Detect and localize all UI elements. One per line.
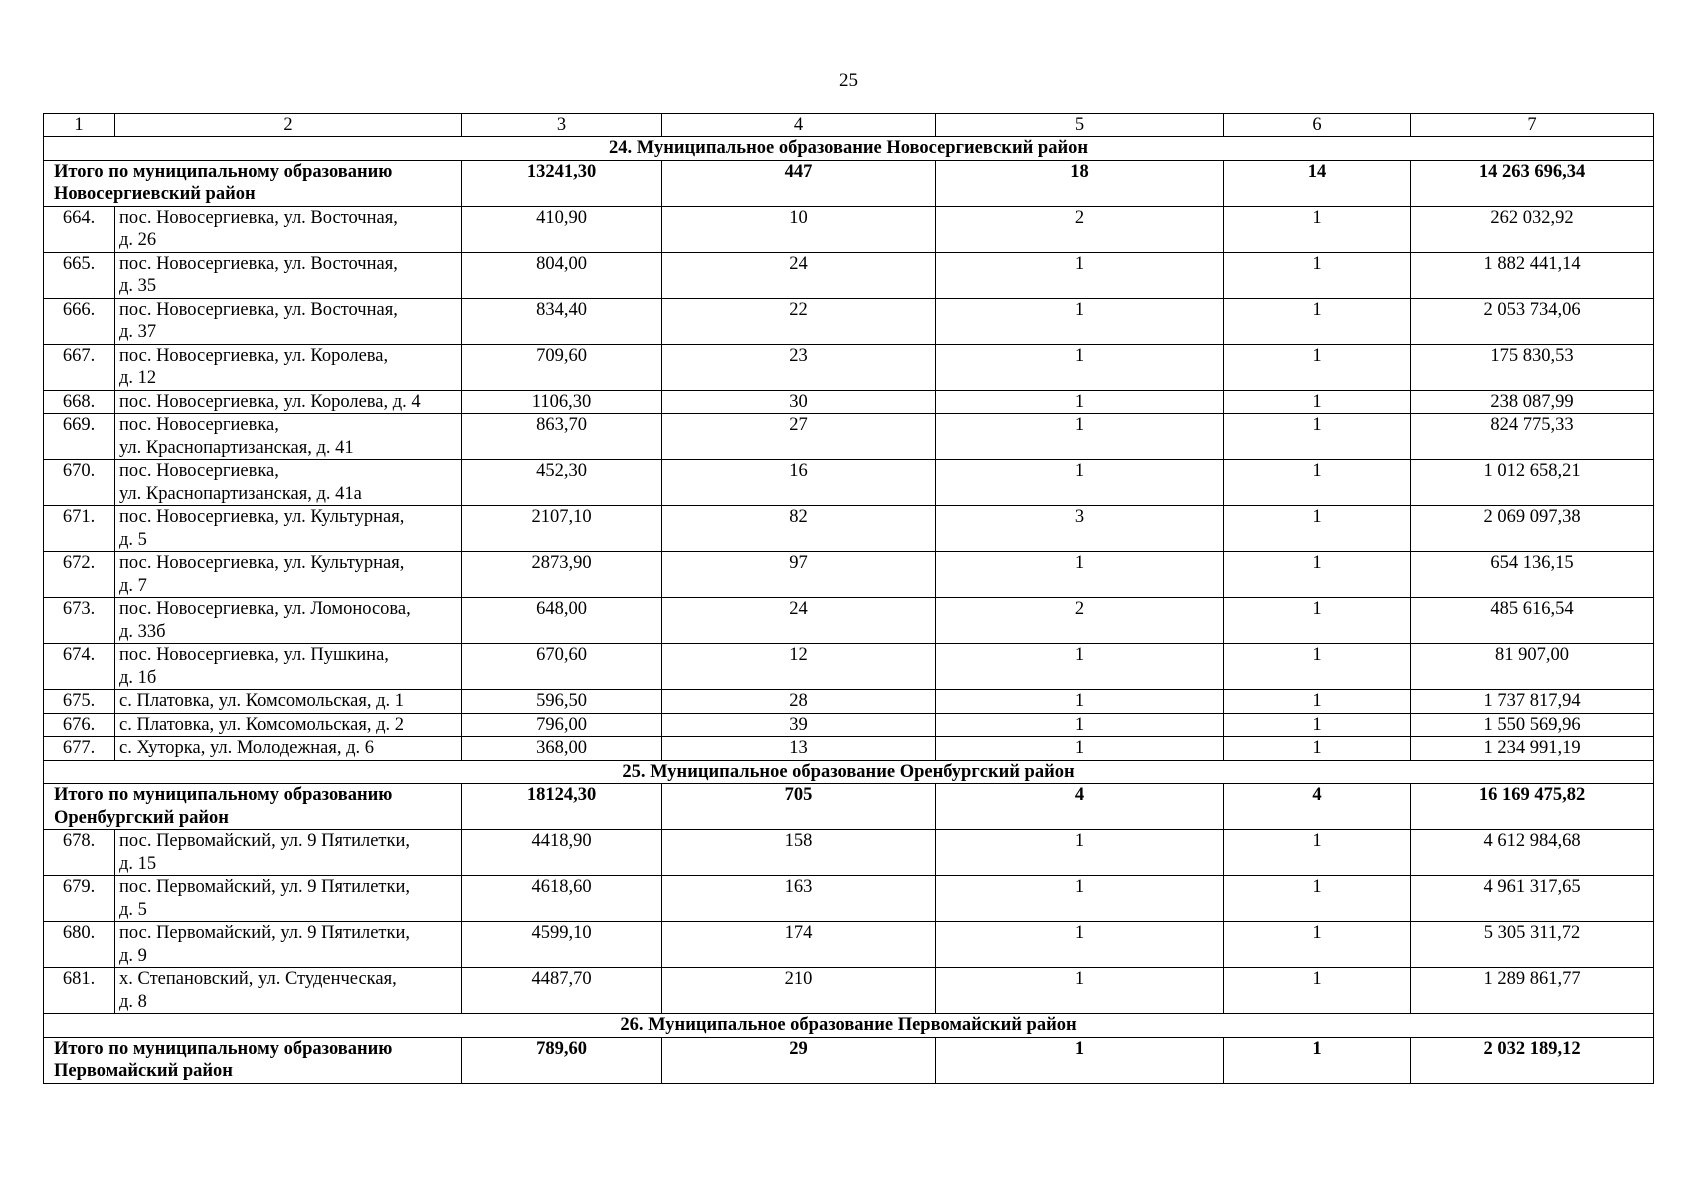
row-count-col5: 1 <box>936 414 1224 460</box>
row-count-col6: 1 <box>1224 830 1411 876</box>
section-title: 25. Муниципальное образование Оренбургский район <box>44 760 1654 784</box>
table-row <box>44 644 1654 690</box>
row-address: пос. Новосергиевка, ул. Пушкина, д. 1б <box>115 644 462 690</box>
row-number: 673. <box>44 598 115 644</box>
row-count-col5: 1 <box>936 344 1224 390</box>
row-number: 675. <box>44 690 115 714</box>
table-row <box>44 598 1654 644</box>
table-row <box>44 252 1654 298</box>
row-area: 863,70 <box>462 414 662 460</box>
row-residents: 82 <box>662 506 936 552</box>
row-count-col5: 2 <box>936 598 1224 644</box>
table-row <box>44 344 1654 390</box>
total-label: Итого по муниципальному образованию Новосергиевский район <box>44 160 462 206</box>
register-table <box>43 113 1654 1084</box>
row-number: 677. <box>44 737 115 761</box>
row-count-col6: 1 <box>1224 737 1411 761</box>
row-count-col6: 1 <box>1224 922 1411 968</box>
section-title-row <box>44 137 1654 161</box>
row-count-col6: 1 <box>1224 506 1411 552</box>
row-residents: 10 <box>662 206 936 252</box>
total-area: 789,60 <box>462 1037 662 1083</box>
row-residents: 16 <box>662 460 936 506</box>
row-area: 4618,60 <box>462 876 662 922</box>
row-amount: 4 961 317,65 <box>1411 876 1654 922</box>
row-number: 680. <box>44 922 115 968</box>
total-residents: 29 <box>662 1037 936 1083</box>
row-address: пос. Первомайский, ул. 9 Пятилетки, д. 5 <box>115 876 462 922</box>
row-count-col6: 1 <box>1224 206 1411 252</box>
table-row <box>44 713 1654 737</box>
row-amount: 2 053 734,06 <box>1411 298 1654 344</box>
table-row <box>44 460 1654 506</box>
row-count-col5: 1 <box>936 876 1224 922</box>
total-count-col6: 1 <box>1224 1037 1411 1083</box>
total-count-col6: 4 <box>1224 784 1411 830</box>
row-address: пос. Первомайский, ул. 9 Пятилетки, д. 9 <box>115 922 462 968</box>
row-count-col6: 1 <box>1224 598 1411 644</box>
row-number: 669. <box>44 414 115 460</box>
row-count-col5: 1 <box>936 298 1224 344</box>
row-amount: 824 775,33 <box>1411 414 1654 460</box>
row-number: 670. <box>44 460 115 506</box>
row-count-col6: 1 <box>1224 876 1411 922</box>
row-count-col6: 1 <box>1224 552 1411 598</box>
table-row <box>44 830 1654 876</box>
total-label: Итого по муниципальному образованию Первомайский район <box>44 1037 462 1083</box>
row-area: 834,40 <box>462 298 662 344</box>
row-count-col5: 1 <box>936 713 1224 737</box>
row-address: пос. Новосергиевка, ул. Культурная, д. 7 <box>115 552 462 598</box>
row-count-col6: 1 <box>1224 344 1411 390</box>
row-count-col6: 1 <box>1224 644 1411 690</box>
row-address: пос. Новосергиевка, ул. Восточная, д. 35 <box>115 252 462 298</box>
row-address: пос. Новосергиевка, ул. Королева, д. 12 <box>115 344 462 390</box>
table-row <box>44 737 1654 761</box>
table-row <box>44 206 1654 252</box>
total-count-col5: 4 <box>936 784 1224 830</box>
table-row <box>44 968 1654 1014</box>
row-number: 666. <box>44 298 115 344</box>
row-address: с. Платовка, ул. Комсомольская, д. 1 <box>115 690 462 714</box>
section-title-row <box>44 1014 1654 1038</box>
table-row <box>44 876 1654 922</box>
row-amount: 1 289 861,77 <box>1411 968 1654 1014</box>
section-title-row <box>44 760 1654 784</box>
section-title: 26. Муниципальное образование Первомайский район <box>44 1014 1654 1038</box>
total-amount: 2 032 189,12 <box>1411 1037 1654 1083</box>
row-address: с. Хуторка, ул. Молодежная, д. 6 <box>115 737 462 761</box>
row-address: пос. Первомайский, ул. 9 Пятилетки, д. 15 <box>115 830 462 876</box>
column-header: 1 <box>44 114 115 137</box>
table-row <box>44 390 1654 414</box>
section-total-row <box>44 1037 1654 1083</box>
row-count-col5: 1 <box>936 830 1224 876</box>
section-total-row <box>44 784 1654 830</box>
row-amount: 5 305 311,72 <box>1411 922 1654 968</box>
row-area: 2107,10 <box>462 506 662 552</box>
column-header: 7 <box>1411 114 1654 137</box>
row-number: 671. <box>44 506 115 552</box>
row-residents: 24 <box>662 252 936 298</box>
table-row <box>44 298 1654 344</box>
row-amount: 1 737 817,94 <box>1411 690 1654 714</box>
row-residents: 97 <box>662 552 936 598</box>
row-count-col5: 1 <box>936 552 1224 598</box>
table-row <box>44 690 1654 714</box>
row-residents: 13 <box>662 737 936 761</box>
table-row <box>44 506 1654 552</box>
row-count-col5: 1 <box>936 737 1224 761</box>
row-residents: 158 <box>662 830 936 876</box>
row-amount: 654 136,15 <box>1411 552 1654 598</box>
row-residents: 23 <box>662 344 936 390</box>
row-count-col5: 2 <box>936 206 1224 252</box>
row-amount: 175 830,53 <box>1411 344 1654 390</box>
row-count-col5: 1 <box>936 460 1224 506</box>
row-count-col6: 1 <box>1224 414 1411 460</box>
row-number: 672. <box>44 552 115 598</box>
row-address: пос. Новосергиевка, ул. Ломоносова, д. 33б <box>115 598 462 644</box>
row-residents: 30 <box>662 390 936 414</box>
row-area: 4599,10 <box>462 922 662 968</box>
row-count-col5: 1 <box>936 968 1224 1014</box>
row-count-col6: 1 <box>1224 390 1411 414</box>
row-count-col6: 1 <box>1224 713 1411 737</box>
total-residents: 447 <box>662 160 936 206</box>
row-count-col6: 1 <box>1224 690 1411 714</box>
row-area: 1106,30 <box>462 390 662 414</box>
total-amount: 14 263 696,34 <box>1411 160 1654 206</box>
row-address: с. Платовка, ул. Комсомольская, д. 2 <box>115 713 462 737</box>
section-title: 24. Муниципальное образование Новосергиевский район <box>44 137 1654 161</box>
row-number: 681. <box>44 968 115 1014</box>
row-number: 676. <box>44 713 115 737</box>
row-count-col6: 1 <box>1224 460 1411 506</box>
row-residents: 210 <box>662 968 936 1014</box>
row-area: 368,00 <box>462 737 662 761</box>
row-area: 804,00 <box>462 252 662 298</box>
row-residents: 24 <box>662 598 936 644</box>
page-number: 25 <box>839 70 858 91</box>
row-number: 664. <box>44 206 115 252</box>
column-number-row <box>44 114 1654 137</box>
row-amount: 4 612 984,68 <box>1411 830 1654 876</box>
row-count-col5: 1 <box>936 644 1224 690</box>
column-header: 4 <box>662 114 936 137</box>
row-count-col5: 1 <box>936 252 1224 298</box>
row-address: пос. Новосергиевка, ул. Краснопартизанская, д. 41 <box>115 414 462 460</box>
table-row <box>44 414 1654 460</box>
row-address: пос. Новосергиевка, ул. Восточная, д. 37 <box>115 298 462 344</box>
row-residents: 27 <box>662 414 936 460</box>
row-count-col5: 1 <box>936 922 1224 968</box>
row-address: х. Степановский, ул. Студенческая, д. 8 <box>115 968 462 1014</box>
row-count-col6: 1 <box>1224 298 1411 344</box>
row-amount: 238 087,99 <box>1411 390 1654 414</box>
table-body <box>44 114 1654 1084</box>
row-amount: 1 012 658,21 <box>1411 460 1654 506</box>
row-residents: 28 <box>662 690 936 714</box>
total-count-col6: 14 <box>1224 160 1411 206</box>
column-header: 3 <box>462 114 662 137</box>
row-number: 679. <box>44 876 115 922</box>
row-address: пос. Новосергиевка, ул. Культурная, д. 5 <box>115 506 462 552</box>
row-area: 709,60 <box>462 344 662 390</box>
row-area: 596,50 <box>462 690 662 714</box>
row-count-col5: 3 <box>936 506 1224 552</box>
total-area: 13241,30 <box>462 160 662 206</box>
row-address: пос. Новосергиевка, ул. Краснопартизанская, д. 41а <box>115 460 462 506</box>
row-amount: 1 234 991,19 <box>1411 737 1654 761</box>
row-residents: 174 <box>662 922 936 968</box>
row-residents: 12 <box>662 644 936 690</box>
row-area: 4418,90 <box>462 830 662 876</box>
total-label: Итого по муниципальному образованию Оренбургский район <box>44 784 462 830</box>
row-amount: 2 069 097,38 <box>1411 506 1654 552</box>
row-number: 674. <box>44 644 115 690</box>
total-count-col5: 18 <box>936 160 1224 206</box>
row-number: 678. <box>44 830 115 876</box>
row-amount: 1 550 569,96 <box>1411 713 1654 737</box>
row-area: 4487,70 <box>462 968 662 1014</box>
column-header: 2 <box>115 114 462 137</box>
section-total-row <box>44 160 1654 206</box>
row-number: 667. <box>44 344 115 390</box>
total-count-col5: 1 <box>936 1037 1224 1083</box>
row-number: 668. <box>44 390 115 414</box>
row-residents: 163 <box>662 876 936 922</box>
row-amount: 1 882 441,14 <box>1411 252 1654 298</box>
row-count-col6: 1 <box>1224 968 1411 1014</box>
total-area: 18124,30 <box>462 784 662 830</box>
row-count-col6: 1 <box>1224 252 1411 298</box>
row-amount: 81 907,00 <box>1411 644 1654 690</box>
total-amount: 16 169 475,82 <box>1411 784 1654 830</box>
row-count-col5: 1 <box>936 690 1224 714</box>
row-address: пос. Новосергиевка, ул. Королева, д. 4 <box>115 390 462 414</box>
row-amount: 262 032,92 <box>1411 206 1654 252</box>
row-residents: 39 <box>662 713 936 737</box>
row-area: 2873,90 <box>462 552 662 598</box>
column-header: 6 <box>1224 114 1411 137</box>
row-area: 452,30 <box>462 460 662 506</box>
row-area: 410,90 <box>462 206 662 252</box>
table-row <box>44 922 1654 968</box>
row-area: 796,00 <box>462 713 662 737</box>
row-amount: 485 616,54 <box>1411 598 1654 644</box>
row-residents: 22 <box>662 298 936 344</box>
row-count-col5: 1 <box>936 390 1224 414</box>
total-residents: 705 <box>662 784 936 830</box>
row-address: пос. Новосергиевка, ул. Восточная, д. 26 <box>115 206 462 252</box>
row-number: 665. <box>44 252 115 298</box>
table-row <box>44 552 1654 598</box>
row-area: 648,00 <box>462 598 662 644</box>
column-header: 5 <box>936 114 1224 137</box>
row-area: 670,60 <box>462 644 662 690</box>
